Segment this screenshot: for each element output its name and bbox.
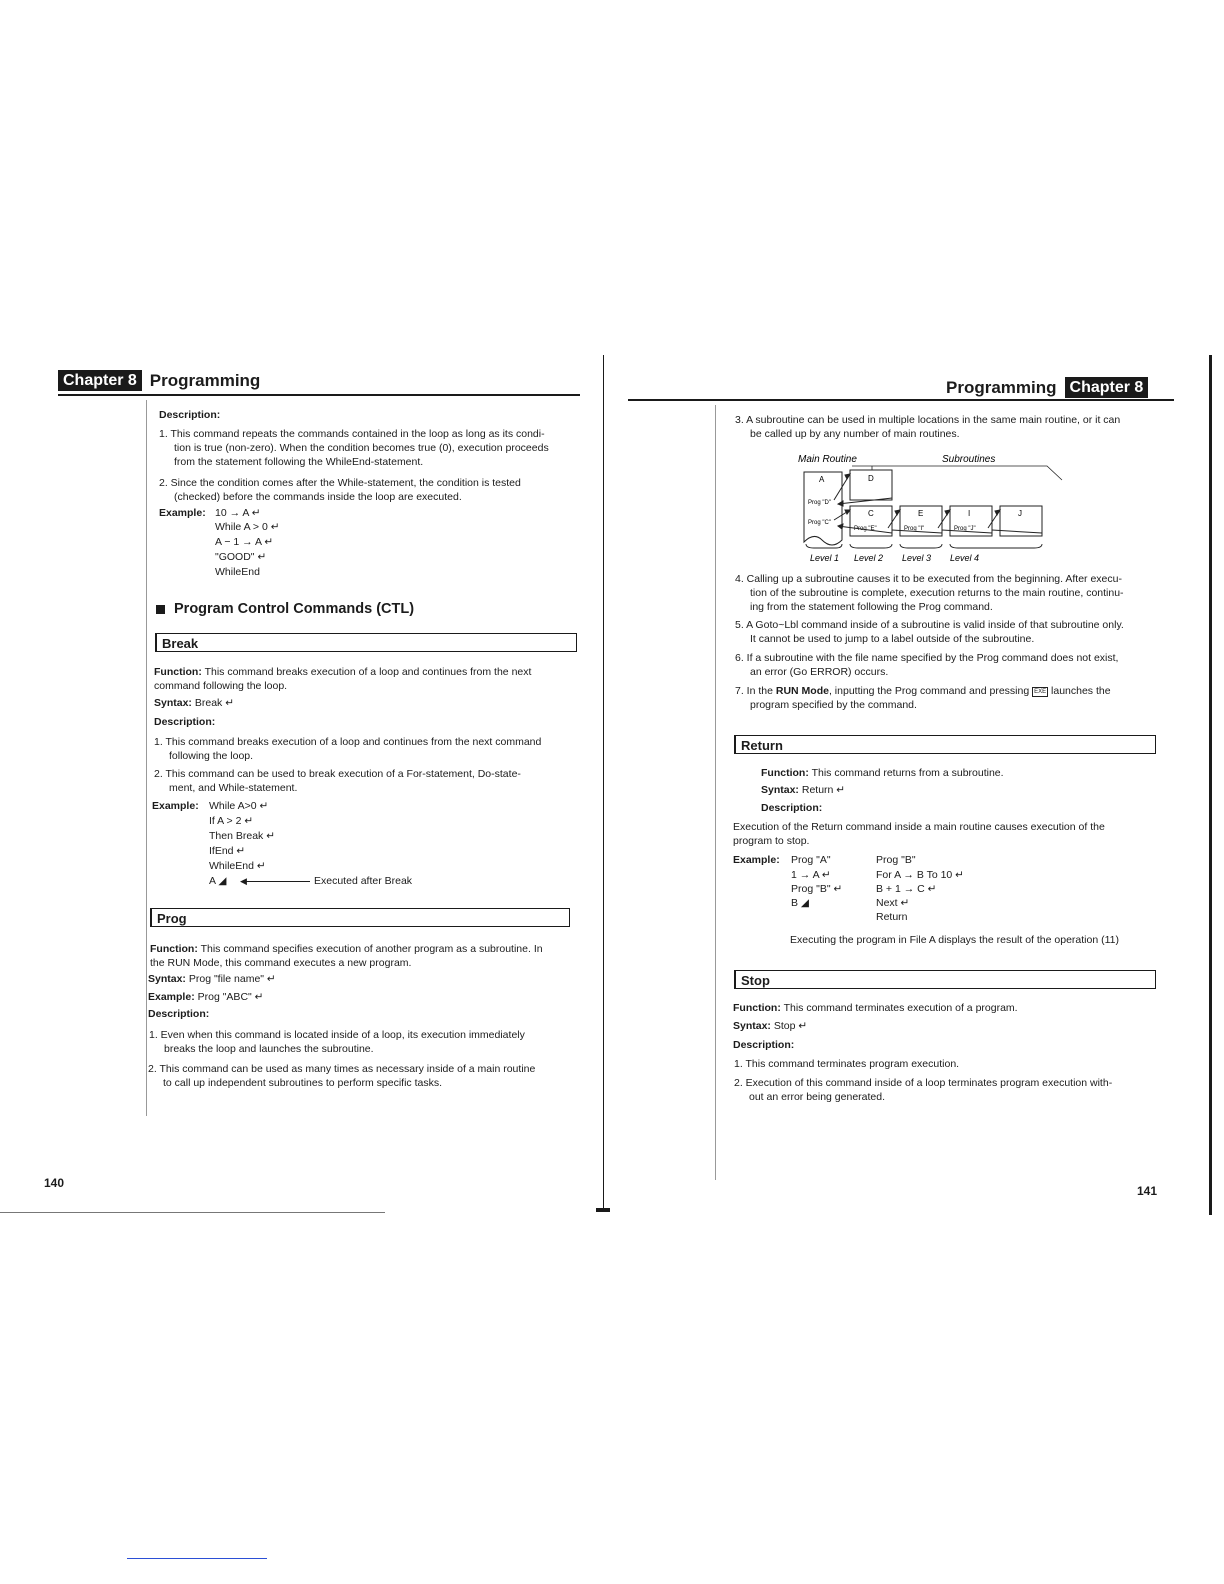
break-command-box: Break: [155, 633, 577, 652]
break-example-line: If A > 2 ↵: [209, 815, 254, 827]
prog-example: Example: Prog "ABC" ↵: [148, 991, 264, 1003]
return-example-a: Prog "A": [791, 854, 831, 866]
break-syntax: Syntax: Break ↵: [154, 697, 235, 709]
page-header-right: [938, 377, 1148, 398]
stop-command-box: Stop: [734, 970, 1156, 989]
item-3a: 3. A subroutine can be used in multiple locations in the same main routine, or it can: [735, 414, 1121, 426]
break-example-label: Example:: [152, 800, 199, 812]
item-3b: be called up by any number of main routines.: [750, 428, 960, 440]
page-edge: [1209, 355, 1212, 1215]
break-desc-2a: 2. This command can be used to break execution of a For-statement, Do-state-: [154, 768, 521, 780]
item-4a: 4. Calling up a subroutine causes it to be executed from the beginning. After execu-: [735, 573, 1122, 585]
return-desc-1: Execution of the Return command inside a main routine causes execution of the: [733, 821, 1105, 833]
arrow-left-icon: ◀: [240, 876, 247, 886]
stop-desc-label: Description:: [733, 1039, 795, 1051]
item-4c: ing from the statement following the Prog command.: [750, 601, 993, 613]
prog-function-2: the RUN Mode, this command executes a new program.: [150, 957, 412, 969]
header-rule: [58, 394, 580, 396]
desc-1c: from the statement following the WhileEnd-statement.: [174, 456, 424, 468]
level-label: Level 2: [854, 553, 884, 563]
prog-function: Function: This command specifies execution of another program as a subroutine. In: [150, 943, 543, 955]
return-example-b: B + 1 → C ↵: [876, 883, 937, 895]
prog-desc-1a: 1. Even when this command is located inside of a loop, its execution immediately: [149, 1029, 525, 1041]
return-example-b: Prog "B": [876, 854, 916, 866]
section-title-text: Program Control Commands (CTL): [174, 601, 415, 617]
break-desc-2b: ment, and While-statement.: [169, 782, 298, 794]
break-example-note: Executed after Break: [314, 875, 413, 887]
arrow-line: [244, 881, 310, 882]
item-6b: an error (Go ERROR) occurs.: [750, 666, 889, 678]
box-j-label: J: [1018, 509, 1022, 518]
prog-syntax: Syntax: Prog "file name" ↵: [148, 973, 276, 985]
example-line: 10 → A ↵: [215, 507, 261, 519]
item-7a: 7. In the RUN Mode, inputting the Prog command and pressing EXE launches the: [735, 685, 1111, 697]
prog-c-label: Prog "C": [808, 520, 831, 526]
break-desc-label: Description:: [154, 716, 216, 728]
desc-heading: Description:: [159, 409, 221, 421]
desc-1a: 1. This command repeats the commands contained in the loop as long as its condi-: [159, 428, 545, 440]
subroutine-diagram: [792, 448, 1092, 568]
prog-desc-1b: breaks the loop and launches the subroutine.: [164, 1043, 374, 1055]
page-141: [612, 0, 1224, 1584]
section-title: [156, 601, 414, 617]
main-routine-label: Main Routine: [798, 454, 857, 465]
bottom-rule: [0, 1212, 385, 1213]
example-line: While A > 0 ↵: [215, 521, 280, 533]
break-example-last: A ◢: [209, 875, 227, 887]
stop-desc-2a: 2. Execution of this command inside of a loop terminates program execution with-: [734, 1077, 1113, 1089]
return-example-a: B ◢: [791, 897, 809, 909]
return-example-b: Return: [876, 911, 908, 923]
return-example-a: Prog "B" ↵: [791, 883, 843, 895]
prog-j-label: Prog "J": [954, 526, 976, 532]
box-c-label: C: [868, 509, 874, 518]
return-desc-label: Description:: [761, 802, 823, 814]
example-line: A − 1 → A ↵: [215, 536, 274, 548]
break-desc-1a: 1. This command breaks execution of a loop and continues from the next command: [154, 736, 542, 748]
break-example-line: Then Break ↵: [209, 830, 275, 842]
spine-mark: [596, 1208, 610, 1212]
item-5b: It cannot be used to jump to a label outside of the subroutine.: [750, 633, 1035, 645]
return-example-b: Next ↵: [876, 897, 910, 909]
chapter-badge: Chapter 8: [58, 370, 142, 391]
prog-desc-2a: 2. This command can be used as many times as necessary inside of a main routine: [148, 1063, 536, 1075]
page-header-left: [58, 370, 268, 391]
break-function: Function: This command breaks execution of a loop and continues from the next: [154, 666, 532, 678]
level-label: Level 4: [950, 553, 980, 563]
break-example-line: IfEnd ↵: [209, 845, 246, 857]
header-title: Programming: [149, 370, 261, 390]
prog-i-label: Prog "I": [904, 526, 925, 532]
break-example-line: While A>0 ↵: [209, 800, 269, 812]
prog-e-label: Prog "E": [854, 526, 877, 532]
example-line: "GOOD" ↵: [215, 551, 267, 563]
prog-command-box: Prog: [150, 908, 570, 927]
item-7b: program specified by the command.: [750, 699, 917, 711]
header-rule: [628, 399, 1174, 401]
break-function-2: command following the loop.: [154, 680, 288, 692]
book-spine: [603, 355, 604, 1210]
desc-2a: 2. Since the condition comes after the While-statement, the condition is tested: [159, 477, 521, 489]
example-line: WhileEnd: [215, 566, 260, 578]
prog-desc-2b: to call up independent subroutines to perform specific tasks.: [163, 1077, 442, 1089]
page-number-left: 140: [44, 1176, 65, 1190]
header-title: Programming: [946, 377, 1057, 397]
stop-function: Function: This command terminates execution of a program.: [733, 1002, 1018, 1014]
stop-syntax: Syntax: Stop ↵: [733, 1020, 808, 1032]
chapter-badge: Chapter 8: [1065, 377, 1149, 398]
blue-underline: [127, 1558, 267, 1559]
return-example-a: 1 → A ↵: [791, 869, 831, 881]
box-i-label: I: [968, 509, 971, 518]
example-label: Example:: [159, 507, 206, 519]
box-e-label: E: [918, 509, 924, 518]
stop-desc-1: 1. This command terminates program execution.: [734, 1058, 960, 1070]
return-function: Function: This command returns from a subroutine.: [761, 767, 1004, 779]
level-label: Level 3: [902, 553, 932, 563]
desc-2b: (checked) before the commands inside the loop are executed.: [174, 491, 462, 503]
margin-line: [146, 400, 147, 1116]
item-4b: tion of the subroutine is complete, execution returns to the main routine, continu-: [750, 587, 1124, 599]
box-a-label: A: [819, 475, 825, 484]
return-syntax: Syntax: Return ↵: [761, 784, 846, 796]
bullet-square-icon: [156, 605, 165, 614]
exe-key-icon: EXE: [1034, 689, 1047, 695]
break-example-line: WhileEnd ↵: [209, 860, 266, 872]
level-label: Level 1: [810, 553, 840, 563]
return-example-note: Executing the program in File A displays the result of the operation (11): [790, 934, 1119, 946]
prog-d-label: Prog "D": [808, 500, 831, 506]
item-5a: 5. A Goto~Lbl command inside of a subroutine is valid inside of that subroutine only.: [735, 619, 1124, 631]
break-desc-1b: following the loop.: [169, 750, 254, 762]
return-command-box: Return: [734, 735, 1156, 754]
return-example-b: For A → B To 10 ↵: [876, 869, 964, 881]
margin-line: [715, 405, 716, 1180]
prog-desc-label: Description:: [148, 1008, 210, 1020]
desc-1b: tion is true (non-zero). When the condition becomes true (0), execution proceeds: [174, 442, 549, 454]
return-desc-2: program to stop.: [733, 835, 810, 847]
return-example-label: Example:: [733, 854, 780, 866]
page-number-right: 141: [1137, 1184, 1158, 1198]
box-d-label: D: [868, 474, 874, 483]
item-6a: 6. If a subroutine with the file name specified by the Prog command does not exist,: [735, 652, 1119, 664]
subroutines-label: Subroutines: [942, 454, 996, 465]
stop-desc-2b: out an error being generated.: [749, 1091, 886, 1103]
